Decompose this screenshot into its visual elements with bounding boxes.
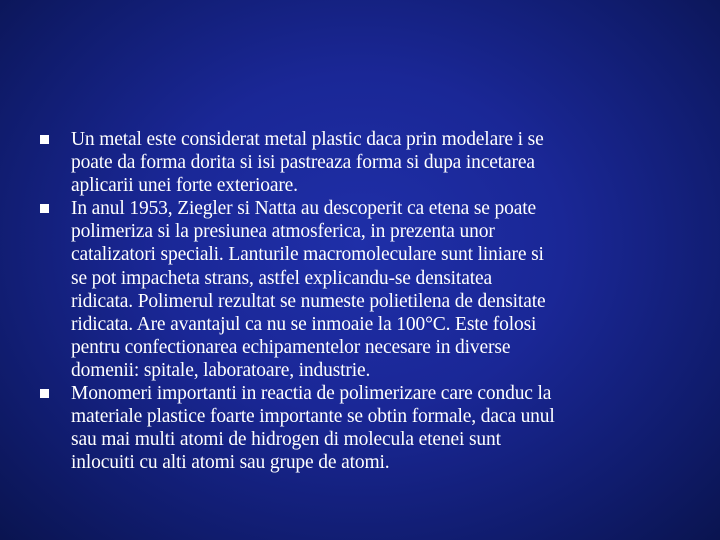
bullet-text-3: Monomeri importanti in reactia de polimerizare care conduc la materiale plastice foarte importante se obtin formale, daca unul sau mai multi atomi de hidrogen di molecula etenei sunt inlocuiti cu alti atomi sau grupe de atomi.: [71, 383, 555, 474]
bullet-item-1: [40, 128, 690, 197]
square-bullet-icon: [40, 135, 49, 144]
square-bullet-icon: [40, 389, 49, 398]
bullet-list: [40, 128, 690, 474]
square-bullet-icon: [40, 204, 49, 213]
bullet-text-1: Un metal este considerat metal plastic daca prin modelare i se poate da forma dorita si isi pastreaza forma si dupa incetarea aplicarii unei forte exterioare.: [71, 129, 544, 197]
bullet-item-2: [40, 197, 690, 382]
bullet-text-2: In anul 1953, Ziegler si Natta au descoperit ca etena se poate polimeriza si la presiunea atmosferica, in prezenta unor catalizatori speciali. Lanturile macromoleculare sunt liniare si se pot impacheta strans, astfel explicandu-se densitatea ridicata. Polimerul rezultat se numeste polietilena de densitate ridicata. Are avantajul ca nu se inmoaie la 100°C. Este folosi pentru confectionarea echipamentelor necesare in diverse domenii: spitale, laboratoare, industrie.: [71, 198, 546, 381]
bullet-item-3: [40, 382, 690, 474]
